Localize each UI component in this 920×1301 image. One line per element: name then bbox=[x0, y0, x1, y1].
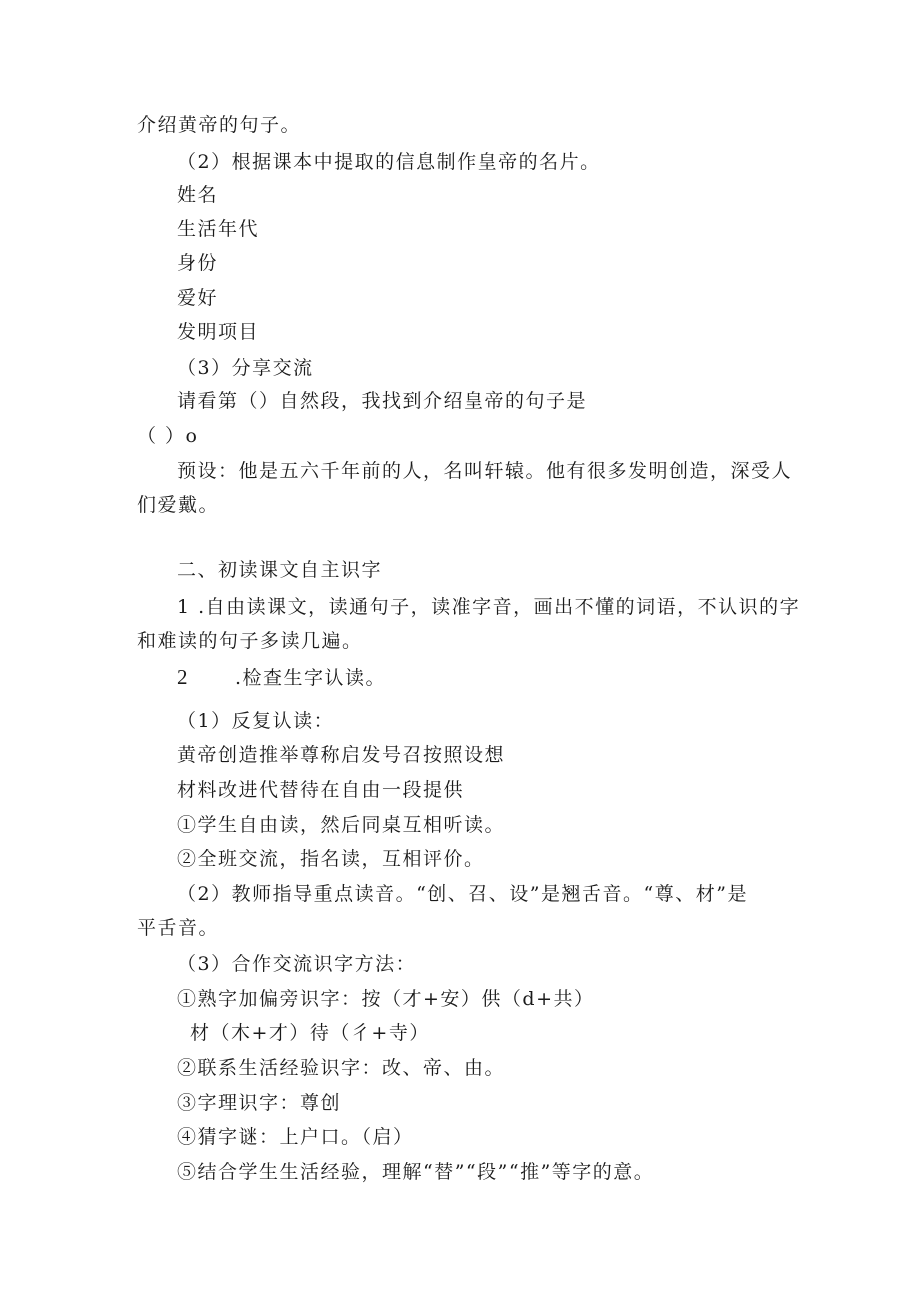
text-line: 请看第（）自然段，我找到介绍皇帝的句子是 bbox=[177, 390, 588, 412]
text-line: ②全班交流，指名读，互相评价。 bbox=[177, 848, 485, 870]
text-line: ①熟字加偏旁识字：按（才+安）供（d+共） bbox=[177, 988, 595, 1010]
text-line: 和难读的句子多读几遍。 bbox=[137, 630, 363, 652]
text-line: （2）教师指导重点读音。“创、召、设”是翘舌音。“尊、材”是 bbox=[177, 883, 748, 905]
text-line: （1）反复认读： bbox=[177, 710, 335, 732]
text-line: 发明项目 bbox=[177, 321, 260, 343]
list-number: 2 bbox=[177, 665, 189, 689]
text-line: 生活年代 bbox=[177, 218, 260, 240]
text-line: ⑤结合学生生活经验，理解“替”“段”“推”等字的意。 bbox=[177, 1161, 655, 1183]
text-line: 身份 bbox=[177, 252, 219, 274]
text-line: ③字理识字：尊创 bbox=[177, 1092, 342, 1114]
text-line: 材料改进代替待在自由一段提供 bbox=[177, 779, 465, 801]
text-line: ①学生自由读，然后同桌互相听读。 bbox=[177, 814, 506, 836]
text-line: （3）分享交流 bbox=[177, 357, 314, 379]
text-line: 姓名 bbox=[177, 184, 219, 206]
text-line: （2）根据课本中提取的信息制作皇帝的名片。 bbox=[177, 151, 601, 173]
text-line: （3）合作交流识字方法： bbox=[177, 953, 417, 975]
text-line: （ ）o bbox=[137, 425, 199, 447]
text-line: 材（木+才）待（彳+寺） bbox=[190, 1022, 430, 1044]
text-line: 介绍黄帝的句子。 bbox=[137, 114, 302, 136]
list-text: .检查生字认读。 bbox=[235, 667, 387, 689]
text-line: 黄帝创造推举尊称启发号召按照设想 bbox=[177, 744, 506, 766]
text-line: ②联系生活经验识字：改、帝、由。 bbox=[177, 1057, 506, 1079]
text-line: 预设：他是五六千年前的人，名叫轩辕。他有很多发明创造，深受人 bbox=[177, 460, 793, 482]
text-line: 们爱戴。 bbox=[137, 494, 220, 516]
text-line: 1 .自由读课文，读通句子，读准字音，画出不懂的词语，不认识的字 bbox=[177, 596, 801, 618]
text-line bbox=[177, 664, 386, 691]
section-heading: 二、初读课文自主识字 bbox=[177, 559, 383, 581]
text-line: 爱好 bbox=[177, 287, 219, 309]
text-line: 平舌音。 bbox=[137, 917, 220, 939]
text-line: ④猜字谜：上户口。（启） bbox=[177, 1126, 414, 1148]
